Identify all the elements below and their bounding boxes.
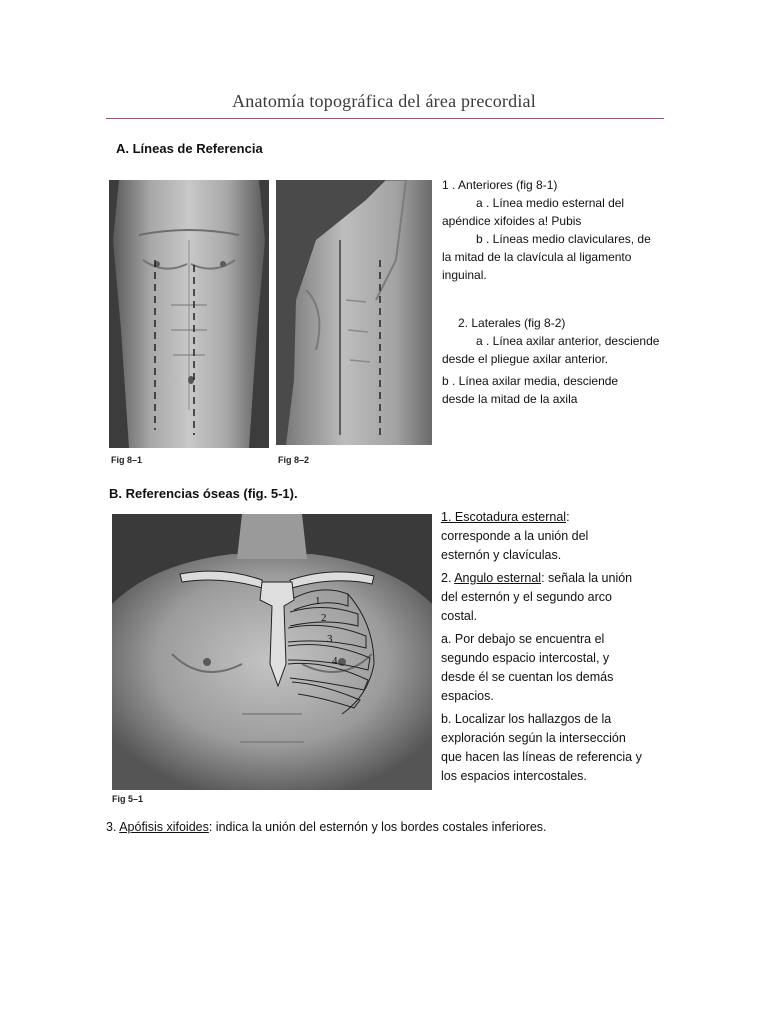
rib-number-3: 3 — [327, 633, 333, 645]
item2-line3: costal. — [441, 609, 478, 623]
item1-line2: corresponde a la unión del — [441, 529, 589, 543]
item2-line1: 2. Angulo esternal: señala la unión — [441, 571, 633, 585]
anteriores-b-line1: b . Líneas medio claviculares, de — [476, 232, 651, 246]
item1-line3: esternón y clavículas. — [441, 548, 562, 562]
figure-8-1-label: Fig 8–1 — [111, 455, 143, 465]
anteriores-block — [442, 176, 682, 284]
laterales-b-line1: b . Línea axilar media, desciende — [442, 374, 619, 388]
laterales-heading: 2. Laterales (fig 8-2) — [458, 316, 566, 330]
figure-5-1-chest — [112, 514, 432, 790]
rib-number-2: 2 — [321, 612, 327, 624]
itemb-line4: los espacios intercostales. — [441, 769, 587, 783]
section-b-heading: B. Referencias óseas (fig. 5-1). — [109, 486, 298, 501]
section-a-heading: A. Líneas de Referencia — [116, 141, 263, 156]
item3-line: 3. Apófisis xifoides: indica la unión del esternón y los bordes costales inferiores. — [106, 820, 547, 834]
laterales-a-line2: desde el pliegue axilar anterior. — [442, 352, 609, 366]
anteriores-a-line1: a . Línea medio esternal del — [476, 196, 625, 210]
itema-line2: segundo espacio intercostal, y — [441, 651, 610, 665]
itemb-line3: que hacen las líneas de referencia y — [441, 750, 642, 764]
itemb-line1: b. Localizar los hallazgos de la — [441, 712, 612, 726]
figure-8-1-torso-front — [109, 180, 269, 448]
page-title: Anatomía topográfica del área precordial — [232, 91, 536, 111]
angulo-term: Angulo esternal — [454, 571, 542, 585]
figure-8-2-torso-lateral — [276, 180, 432, 445]
escotadura-term: 1. Escotadura esternal — [441, 510, 567, 524]
anteriores-b-line3: inguinal. — [442, 268, 487, 282]
figure-8-2-label: Fig 8–2 — [278, 455, 310, 465]
apofisis-term: Apófisis xifoides — [119, 820, 209, 834]
rib-number-1: 1 — [315, 595, 321, 607]
anteriores-b-line2: la mitad de la clavícula al ligamento — [442, 250, 632, 264]
itema-line4: espacios. — [441, 689, 494, 703]
item1-line1: 1. Escotadura esternal: — [441, 510, 570, 524]
title-divider — [106, 118, 664, 119]
section-b-text — [441, 508, 681, 786]
itema-line1: a. Por debajo se encuentra el — [441, 632, 605, 646]
laterales-b-line2: desde la mitad de la axila — [442, 392, 578, 406]
rib-number-4: 4 — [332, 655, 338, 667]
laterales-block — [442, 314, 682, 408]
laterales-a-line1: a . Línea axilar anterior, desciende — [476, 334, 660, 348]
anteriores-heading: 1 . Anteriores (fig 8-1) — [442, 178, 558, 192]
item2-line2: del esternón y el segundo arco — [441, 590, 612, 604]
itemb-line2: exploración según la intersección — [441, 731, 626, 745]
anteriores-a-line2: apéndice xifoides a! Pubis — [442, 214, 582, 228]
itema-line3: desde él se cuentan los demás — [441, 670, 614, 684]
figure-5-1-label: Fig 5–1 — [112, 794, 144, 804]
